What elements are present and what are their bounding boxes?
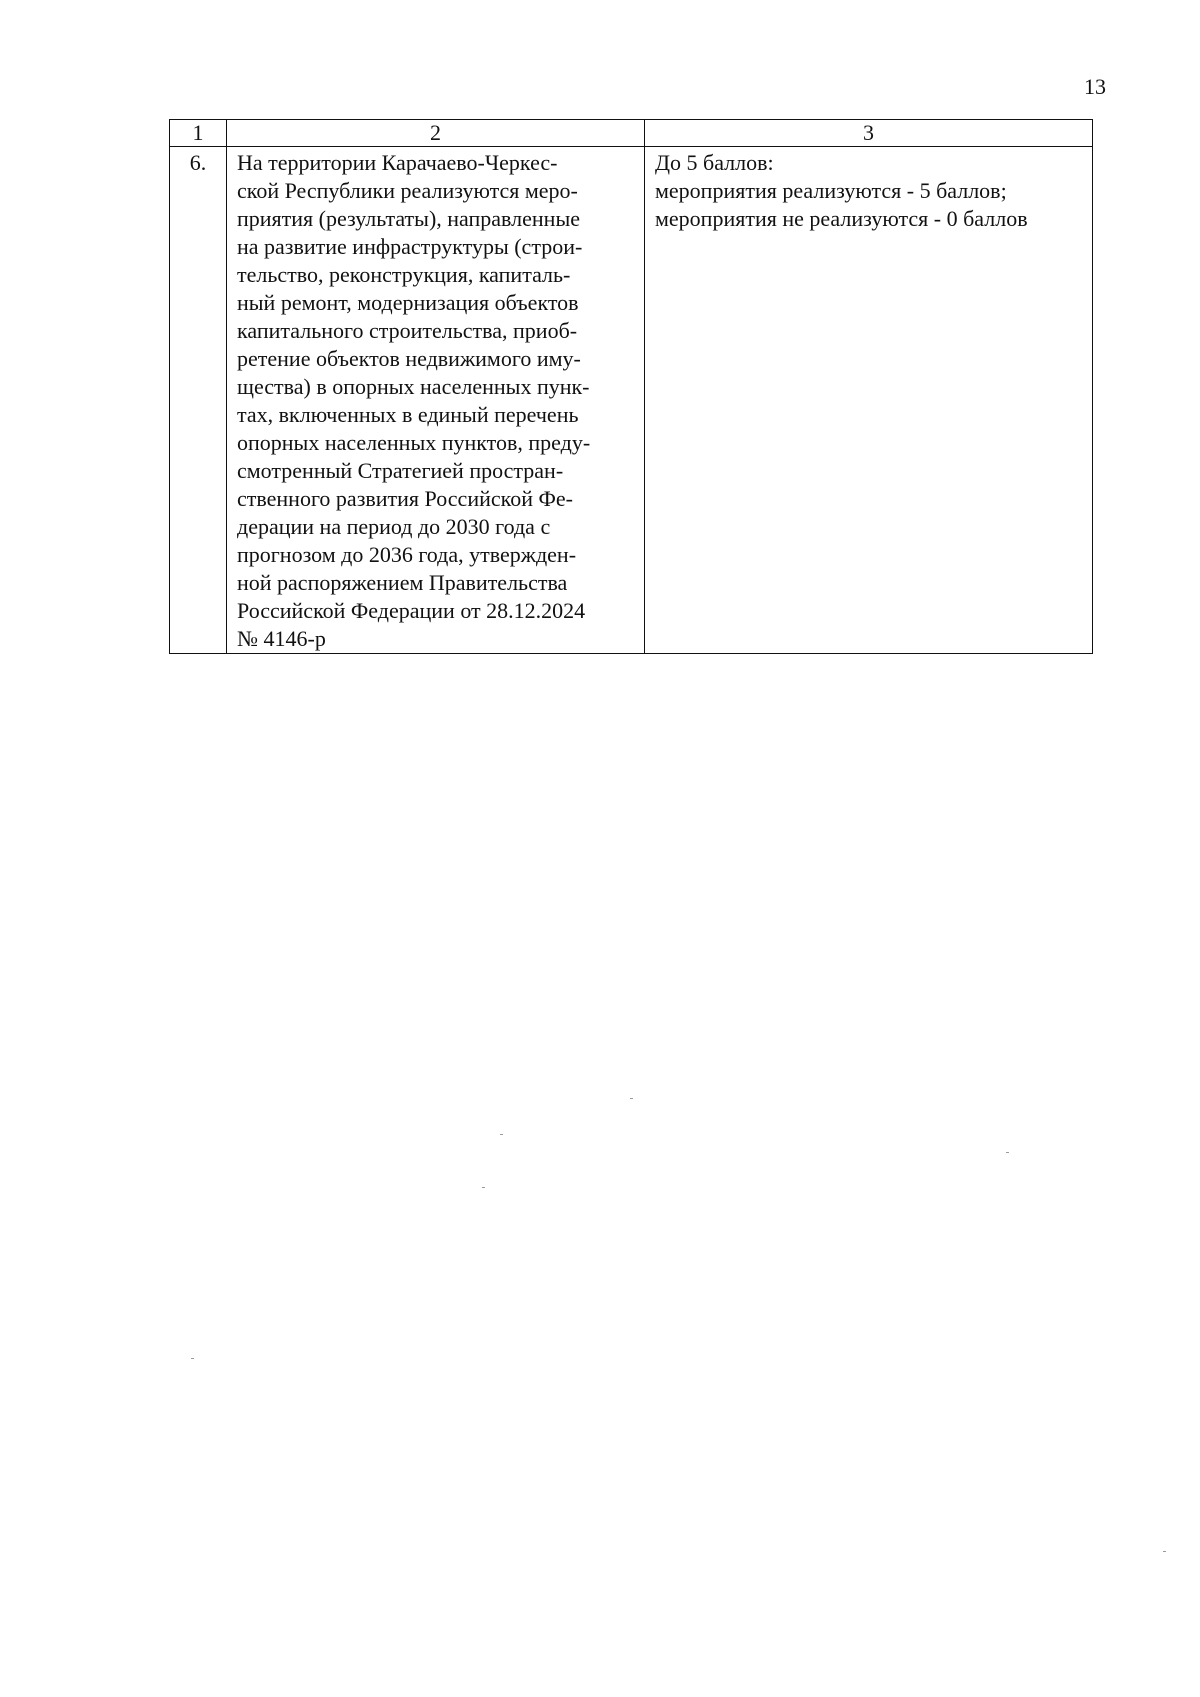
scoring-rule xyxy=(645,147,1093,654)
description-line: На территории Карачаево-Черкес- xyxy=(237,150,558,175)
description-line: Российской Федерации от 28.12.2024 xyxy=(237,598,586,623)
scan-speck xyxy=(630,1098,633,1099)
scan-speck xyxy=(1006,1152,1009,1153)
description-line: ретение объектов недвижимого иму- xyxy=(237,346,581,371)
scoring-line: До 5 баллов: xyxy=(655,150,774,175)
description-line: опорных населенных пунктов, преду- xyxy=(237,430,591,455)
description-line: ный ремонт, модернизация объектов xyxy=(237,290,579,315)
description-line: тельство, реконструкция, капиталь- xyxy=(237,262,571,287)
page-number: 13 xyxy=(1084,74,1106,99)
description-line: ской Республики реализуются меро- xyxy=(237,178,578,203)
description-line: ной распоряжением Правительства xyxy=(237,570,568,595)
description-line: капитального строительства, приоб- xyxy=(237,318,578,343)
description-line: № 4146-р xyxy=(237,626,326,651)
description-line: ственного развития Российской Фе- xyxy=(237,486,573,511)
description-line: щества) в опорных населенных пунк- xyxy=(237,374,590,399)
criteria-table xyxy=(169,119,1093,654)
header-col-3: 3 xyxy=(645,120,1093,147)
description-line: дерации на период до 2030 года с xyxy=(237,514,551,539)
header-col-1: 1 xyxy=(170,120,227,147)
criterion-description xyxy=(227,147,645,654)
table-row xyxy=(170,147,1093,654)
description-line: приятия (результаты), направленные xyxy=(237,206,580,231)
row-number: 6. xyxy=(170,147,227,654)
description-line: прогнозом до 2036 года, утвержден- xyxy=(237,542,577,567)
scoring-line: мероприятия не реализуются - 0 баллов xyxy=(655,206,1028,231)
description-line: тах, включенных в единый перечень xyxy=(237,402,579,427)
header-col-2: 2 xyxy=(227,120,645,147)
scan-speck xyxy=(500,1134,503,1135)
description-line: на развитие инфраструктуры (строи- xyxy=(237,234,583,259)
scoring-line: мероприятия реализуются - 5 баллов; xyxy=(655,178,1007,203)
scan-speck xyxy=(1163,1551,1166,1552)
scan-speck xyxy=(482,1187,485,1188)
description-line: смотренный Стратегией простран- xyxy=(237,458,564,483)
scan-speck xyxy=(191,1358,194,1359)
table-header-row xyxy=(170,120,1093,147)
